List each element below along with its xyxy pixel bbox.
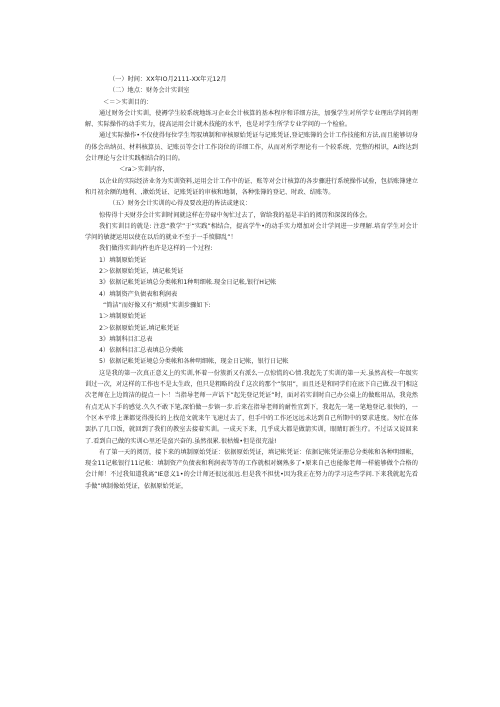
experience-paragraph: 这是我的第一次真正意义上的实训,怀着一份簇新又有派么一点惊慌的心情.我起先了实训的第一天.虽然高校一年级实训过一次，对这样的工作也不是太生政，但只是粗略的没ｆ这次的那个“氛用”，而且还是和同学们在底下自己做.没干]相这次老师在上边简洁的提点一卜·！当指导老师一声话下”起先登记凭证”时，面对若实训时自己办公桌上的做账用品，我竟然有点无从下手的感觉.久久不敢下笔,深怕做一步镇一步.后来在指导老师的耐性宜到下，我起先一笔一笔地登记.很快的，一个区本平常上课都觉得漫长的上找范文就来午飞速过去了，但手中的工作还远远未达到自己所期中的要求进度。匆忙在体罢扒了几口饭，就回到了我们的教室去接着实训。一成天下来，几乎成大都是做箭实训，眼睛盯新生疗。不过话又说回来了.看到自己做的实训心里还是蛮兴奋的.虽然很累.很枯燥•但是很充溢! <box>85 369 418 445</box>
list-item: 4）依据科目汇总表填总分类帐 <box>99 347 184 355</box>
purpose-paragraph-1: 通过财务会计实训，使褥学生较系统地练习企业会计核算的基本程序和详细方法，加强学生对所学专业理出学问的理解、实际操作的动手实力，提高运用会计就木技能的水平，也是对学生所学专业学问的一个检验。 <box>85 109 418 129</box>
location-line: （二）地点：财务会计实训室 <box>109 87 190 95</box>
list-item: 2＞依据原始凭证,填记帐凭证 <box>99 324 180 332</box>
simple-steps-intro: “简洁”而好像又有“烦琐”实训步骤如下: <box>103 301 211 309</box>
content-paragraph: 以企业的实际经济业务为实训资料,运用会计工作中的证、账等对会计核算的各步骤进行系统操作试验，包括账簿建立和月初余额的地利、,漱始凭证、记账凭证的审核和地制，各种张簿的登记、时政、结账等。 <box>85 177 418 196</box>
content-heading: ＜ra＞实训内容, <box>119 166 165 174</box>
after-paragraph: 有了第一天的阅历，接下来的填制原始凭证：依据原始凭证，填记帐凭证：依据记帐凭证册总分类帐和各种明细帐，现金11记帐银行11记帐：填制资产负债表和利润表等等的工作就相对娴熟多了•原来自己也能像老师一样能够做个合格的会计师！不过我知道我离“IE意义1•的会计师还很远很远.但是我不担忧•因为我正在努力的学习这些学问.下来我就起先看手做”填制像始凭证，依据原始凭证， <box>85 448 418 490</box>
section-five-heading: （五）财务会计实训的心得及要改进的皆法或建议： <box>109 200 252 208</box>
list-item: 3》依据记帐凭证填总分类帐和1种明细帐.现金日记帐,银行H记帐 <box>99 279 277 287</box>
time-line: （一）时间：XX年IO月2111-XX年元12月 <box>109 76 227 83</box>
course-paragraph: 我们实训目的就是: 注意“教学”于“实践”相结合，提高学牛•的动手实力增加对会计学问进一步理解.培育学生对会计学问的敏捷运用以使在以后的就业不至于一手愤脚乱”！ <box>85 222 418 242</box>
list-item: 3》填制科目汇总表 <box>99 335 153 343</box>
feeling-paragraph: 惊传得十天财芬会计实训时间就这样在劳碌中匆忙过去了，留给我的福是丰泊的阅历和深深的体会。 <box>99 211 372 219</box>
document-page <box>85 74 418 492</box>
process-intro: 我们做得实训内杵也许是这样的一个过程: <box>99 245 213 253</box>
list-item: 1）填制原始凭证 <box>99 256 147 264</box>
list-item: 5）依据记帐凭证境总分类帐和各种明细帐，现金日记帐，银行日记帐 <box>99 358 289 366</box>
list-item: 4）填制资产负债表和利润表 <box>99 290 178 298</box>
purpose-paragraph-2: 通过实际操作•不仅使得每位学生驾驭填制和审核原始凭证与记账凭证,登记账簿的会计工作技能和方法,而且能够切身的体会出纳员、材料核算员、记账员等会计工作岗位的详细工作，从而对所学理论有一个较系统、完整的相识，Ai终达到会计理论与会计实践相结合的目的。 <box>85 132 418 163</box>
list-item: 2＞依据原始凭证，填记帐凭证 <box>99 268 184 276</box>
process-list-a <box>85 255 418 300</box>
list-item: 1＞填制原始凭证 <box>99 313 147 321</box>
process-list-b <box>85 311 418 367</box>
purpose-heading: ＜＝＞实训目的： <box>103 98 153 106</box>
